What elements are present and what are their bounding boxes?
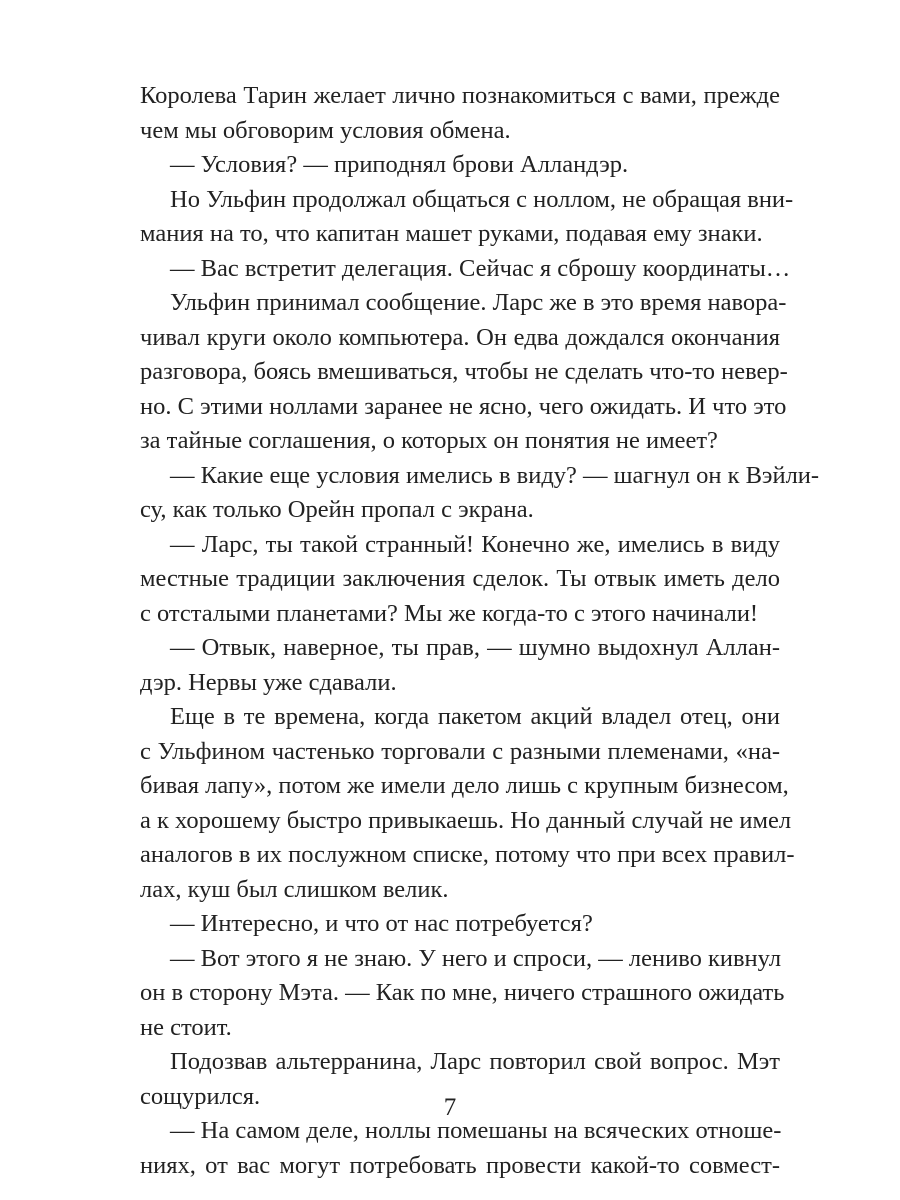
text-line-9: разговора, боясь вмешиваться, чтобы не сделать что-то невер- [140, 358, 788, 385]
text-line-29: Подозвав альтерранина, Ларс повторил свой вопрос. Мэт [170, 1048, 780, 1075]
text-line-25: — Интересно, и что от нас потребуется? [170, 910, 593, 937]
text-line-13: су, как только Орейн пропал с экрана. [140, 496, 534, 523]
text-line-10: но. С этими ноллами заранее не ясно, чего ожидать. И что это [140, 392, 787, 420]
text-line-7: Ульфин принимал сообщение. Ларс же в это время навора- [170, 289, 787, 316]
text-line-18: дэр. Нервы уже сдавали. [140, 668, 397, 696]
text-line-3: — Условия? — приподнял брови Аллaндэр. [170, 151, 629, 178]
text-line-17: — Отвык, наверное, ты прав, — шумно выдохнул Аллан- [170, 634, 780, 661]
text-line-32: ниях, от вас могут потребовать провести какой-то совмест- [140, 1151, 780, 1179]
page-text [140, 79, 820, 1183]
text-line-31: — На самом деле, ноллы помешаны на всяческих отноше- [170, 1117, 782, 1144]
text-line-11: за тайные соглашения, о которых он понятия не имеет? [140, 427, 718, 454]
text-line-5: мания на то, что капитан машет руками, подавая ему знаки. [140, 220, 763, 247]
page-number: 7 [443, 1094, 457, 1121]
text-line-23: аналогов в их послужном списке, потому что при всех правил- [140, 841, 795, 868]
text-line-4: Но Ульфин продолжал общаться с ноллом, не обращая вни- [170, 185, 794, 213]
text-line-22: а к хорошему быстро привыкаешь. Но данный случай не имел [140, 806, 792, 834]
text-line-2: чем мы обговорим условия обмена. [140, 116, 511, 144]
text-line-24: лах, куш был слишком велик. [140, 875, 449, 903]
text-line-12: — Какие еще условия имелись в виду? — шагнул он к Вэйли- [170, 461, 820, 489]
text-line-16: с отсталыми планетами? Мы же когда-то с этого начинали! [140, 599, 759, 627]
text-line-8: чивал круги около компьютера. Он едва дождался окончания [140, 323, 780, 351]
text-line-27: он в сторону Мэта. — Как по мне, ничего страшного ожидать [140, 979, 785, 1006]
text-line-1: Королева Тарин желает лично познакомиться с вами, прежде [140, 82, 780, 109]
text-line-6: — Вас встретит делегация. Сейчас я сброшу координаты… [170, 254, 791, 282]
text-line-28: не стоит. [140, 1013, 232, 1041]
text-line-30: сощурился. [140, 1082, 261, 1110]
text-line-15: местные традиции заключения сделок. Ты отвык иметь дело [140, 565, 780, 592]
text-line-19: Еще в те времена, когда пакетом акций владел отец, они [170, 703, 780, 730]
text-line-14: — Ларс, ты такой странный! Конечно же, имелись в виду [170, 530, 780, 558]
text-line-21: бивая лапу», потом же имели дело лишь с крупным бизнесом, [140, 772, 789, 799]
text-line-26: — Вот этого я не знаю. У него и спроси, — лениво кивнул [170, 944, 782, 972]
text-line-20: с Ульфином частенько торговали с разными племенами, «на- [140, 737, 780, 765]
